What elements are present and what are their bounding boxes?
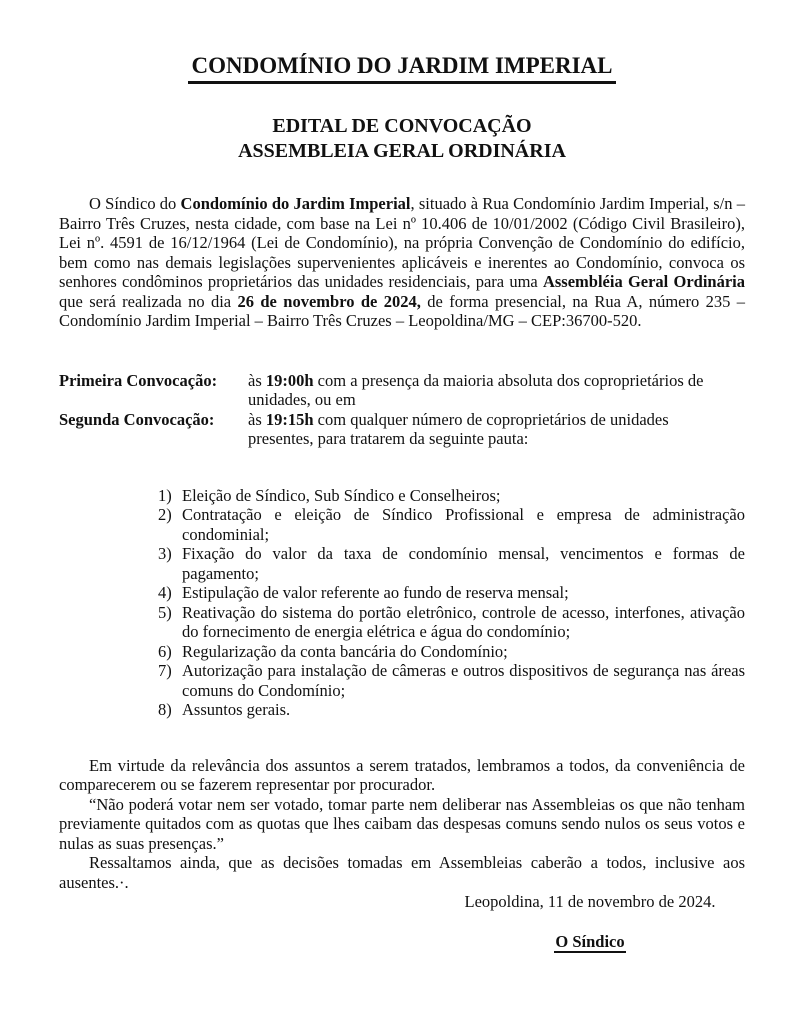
closing-paragraph-1: Em virtude da relevância dos assuntos a serem tratados, lembramos a todos, da conveniência de comparecerem ou se fazerem representar por procurador. [59, 755, 745, 794]
agenda-item-number: 2) [158, 505, 172, 524]
subtitle-line-2: ASSEMBLEIA GERAL ORDINÁRIA [238, 140, 566, 162]
first-convocation-time: 19:00h [265, 370, 314, 390]
agenda-list [158, 486, 745, 720]
closing-paragraph-3: Ressaltamos ainda, que as decisões tomadas em Assembleias caberão a todos, inclusive aos ausentes.·. [59, 853, 745, 892]
agenda-item-number: 1) [158, 485, 172, 505]
agenda-item-text: Estipulação de valor referente ao fundo de reserva mensal; [182, 583, 569, 602]
convocation-block [59, 371, 745, 449]
agenda-item-number: 8) [158, 700, 172, 719]
date-line: Leopoldina, 11 de novembro de 2024. [464, 892, 716, 911]
intro-date-bold: 26 de novembro de 2024, [237, 291, 421, 311]
closing-section [59, 756, 745, 954]
agenda-item [158, 642, 745, 662]
agenda-item [158, 486, 745, 506]
agenda-item [158, 661, 745, 700]
signature-text: O Síndico [554, 932, 625, 954]
agenda-item-text: Assuntos gerais. [182, 700, 291, 719]
intro-assembleia-bold: Assembléia Geral Ordinária [542, 272, 745, 291]
intro-seg1: O Síndico do [89, 194, 181, 213]
agenda-item-text: Fixação do valor da taxa de condomínio mensal, vencimentos e formas de pagamento; [182, 544, 745, 583]
agenda-item [158, 505, 745, 544]
first-convocation-label: Primeira Convocação: [59, 370, 218, 390]
second-convocation-rest: com qualquer número de coproprietários de unidades presentes, para tratarem da seguinte pauta: [248, 409, 669, 448]
agenda-item [158, 583, 745, 603]
second-convocation-text [248, 410, 713, 449]
signature-line [435, 932, 745, 954]
closing-paragraph-2: “Não poderá votar nem ser votado, tomar parte nem deliberar nas Assembleias os que não tenham previamente quitados com as quotas que lhes caibam das despesas comuns sendo nulos os seus votos e nulas as suas presenças.” [59, 794, 745, 853]
page-title [59, 52, 745, 84]
intro-condominio-bold: Condomínio do Jardim Imperial [180, 194, 411, 213]
agenda-item-number: 7) [158, 661, 172, 680]
agenda-item-number: 5) [158, 602, 172, 622]
second-convocation-time: 19:15h [265, 409, 314, 429]
second-convocation-label: Segunda Convocação: [59, 409, 215, 429]
second-convocation-pre: às [248, 409, 266, 429]
intro-seg7: de forma presencial, na Rua A, número 235 – Condomínio Jardim Imperial – Bairro Três Cruzes – Leopoldina/MG – CEP:36700-520. [59, 291, 745, 330]
agenda-item-text: Eleição de Síndico, Sub Síndico e Conselheiros; [182, 485, 501, 505]
agenda-item-text: Reativação do sistema do portão eletrônico, controle de acesso, interfones, ativação do fornecimento de energia elétrica e água do condomínio; [182, 602, 745, 641]
doc-subtitle [59, 114, 745, 164]
first-convocation-text [248, 371, 713, 410]
agenda-item-number: 4) [158, 583, 172, 602]
agenda-item [158, 700, 745, 720]
intro-seg3: , situado à Rua Condomínio Jardim Imperial, s/n – Bairro Três Cruzes, nesta cidade, com base na Lei nº 10.406 de 10/01/2002 (Código Civil Brasileiro), Lei nº. 4591 de 16/12/1964 (Lei de Condomínio), na própria Convenção de Condomínio do edifício, bem como nas demais legislações supervenientes aplicáveis e inerentes ao Condomínio, convoca os senhores condôminos proprietários das unidades residenciais, para uma [59, 194, 745, 291]
agenda-item [158, 603, 745, 642]
first-convocation-rest: com a presença da maioria absoluta dos coproprietários de unidades, ou em [248, 370, 704, 409]
agenda-item-text: Contratação e eleição de Síndico Profissional e empresa de administração condominial; [182, 505, 745, 544]
intro-seg5: que será realizada no dia [59, 291, 238, 311]
page-title-text: CONDOMÍNIO DO JARDIM IMPERIAL [188, 52, 615, 84]
intro-paragraph [59, 194, 745, 331]
first-convocation-pre: às [248, 370, 266, 390]
agenda-item-number: 3) [158, 544, 172, 563]
subtitle-line-1: EDITAL DE CONVOCAÇÃO [272, 115, 532, 137]
agenda-item-number: 6) [158, 641, 172, 661]
signature-block [435, 892, 745, 953]
agenda-item [158, 544, 745, 583]
agenda-item-text: Regularização da conta bancária do Condomínio; [182, 641, 508, 661]
agenda-item-text: Autorização para instalação de câmeras e outros dispositivos de segurança nas áreas comuns do Condomínio; [182, 661, 745, 700]
